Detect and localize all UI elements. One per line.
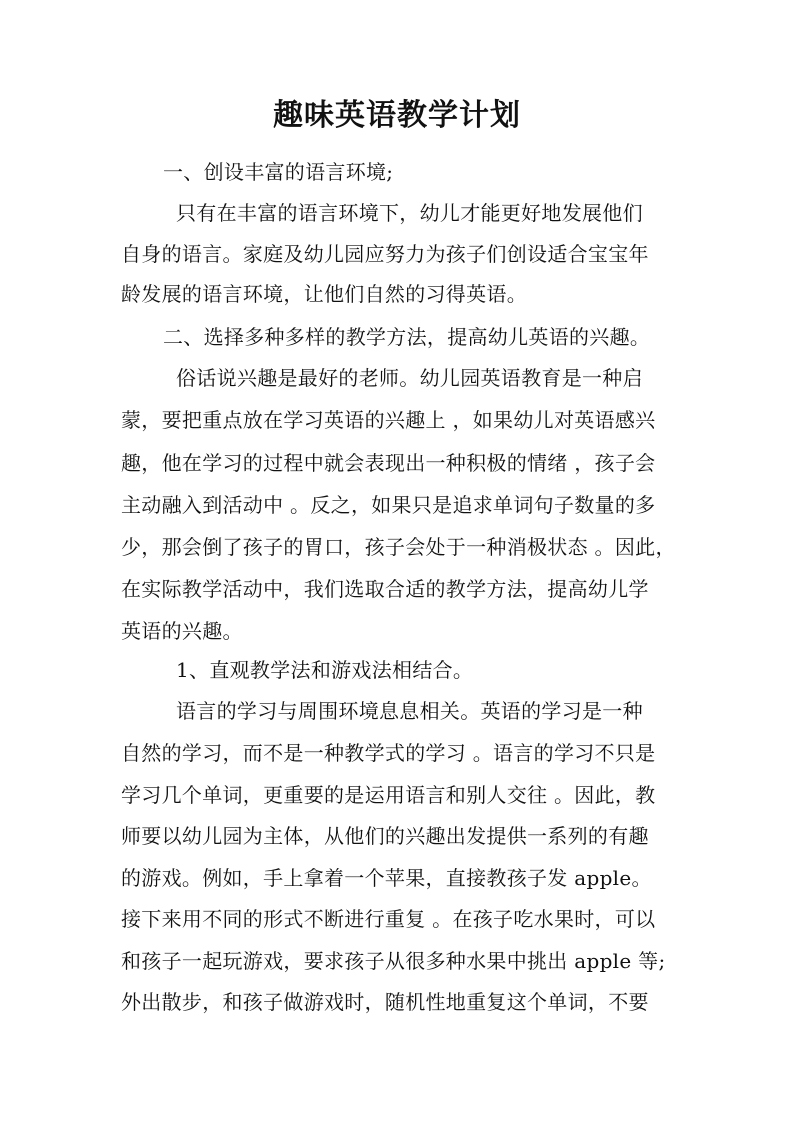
paragraph-line: 学习几个单词，更重要的是运用语言和别人交往 。因此，教 xyxy=(121,783,656,807)
paragraph-line: 自然的学习，而不是一种教学式的学习 。语言的学习不只是 xyxy=(121,741,656,765)
paragraph-line: 俗话说兴趣是最好的老师。幼儿园英语教育是一种启 xyxy=(176,366,643,390)
paragraph-line: 师要以幼儿园为主体，从他们的兴趣出发提供一系列的有趣 xyxy=(121,824,649,848)
paragraph-line: 接下来用不同的形式不断进行重复 。在孩子吃水果时，可以 xyxy=(121,907,656,931)
paragraph-line: 蒙，要把重点放在学习英语的兴趣上 ，如果幼儿对英语感兴 xyxy=(121,408,656,432)
paragraph-line: 语言的学习与周围环境息息相关。英语的学习是一种 xyxy=(176,699,643,723)
paragraph-line: 龄发展的语言环境，让他们自然的习得英语。 xyxy=(121,282,527,306)
document-title: 趣味英语教学计划 xyxy=(273,98,521,133)
paragraph-line: 和孩子一起玩游戏，要求孩子从很多种水果中挑出 apple 等; xyxy=(121,949,666,973)
section-heading: 二、选择多种多样的教学方法，提高幼儿英语的兴趣。 xyxy=(163,325,651,349)
subsection-heading: 1、直观教学法和游戏法相结合。 xyxy=(176,658,474,682)
paragraph-line: 外出散步，和孩子做游戏时，随机性地重复这个单词，不要 xyxy=(121,990,649,1014)
section-heading: 一、创设丰富的语言环境; xyxy=(163,160,394,184)
paragraph-line: 少，那会倒了孩子的胃口，孩子会处于一种消极状态 。因此， xyxy=(121,535,676,559)
paragraph-line: 在实际教学活动中，我们选取合适的教学方法，提高幼儿学 xyxy=(121,577,649,601)
paragraph-line: 自身的语言。家庭及幼儿园应努力为孩子们创设适合宝宝年 xyxy=(121,242,649,266)
paragraph-line: 趣，他在学习的过程中就会表现出一种积极的情绪 ，孩子会 xyxy=(121,451,656,475)
paragraph-line: 英语的兴趣。 xyxy=(121,619,243,643)
paragraph-line: 主动融入到活动中 。反之，如果只是追求单词句子数量的多 xyxy=(121,493,656,517)
paragraph-line: 只有在丰富的语言环境下，幼儿才能更好地发展他们 xyxy=(176,201,643,225)
paragraph-line: 的游戏。例如，手上拿着一个苹果，直接教孩子发 apple。 xyxy=(121,866,652,890)
